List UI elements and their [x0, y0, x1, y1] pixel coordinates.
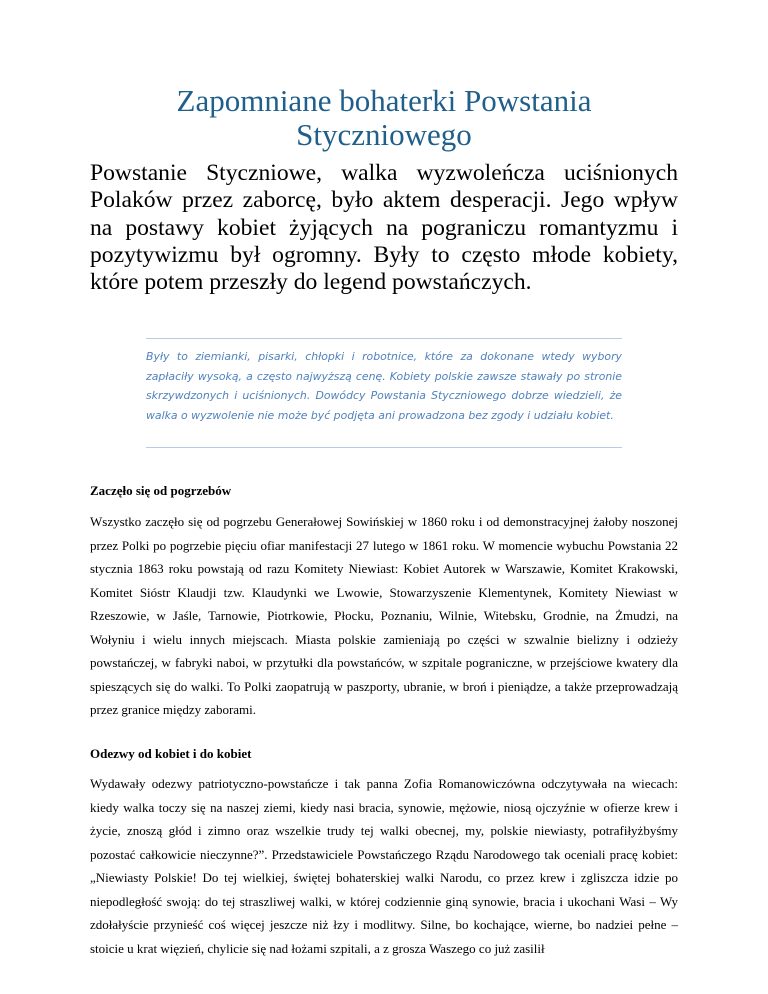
- lead-paragraph: Powstanie Styczniowe, walka wyzwoleńcza uciśnionych Polaków przez zaborcę, było aktem desperacji. Jego wpływ na postawy kobiet żyjących na pograniczu romantyzmu i pozytywizmu był ogromny. Były to często młode kobiety, które potem przeszły do legend powstańczych.: [90, 160, 678, 296]
- section-heading: Odezwy od kobiet i do kobiet: [90, 746, 252, 761]
- section-heading: Zaczęło się od pogrzebów: [90, 483, 232, 498]
- pull-quote: [146, 338, 622, 448]
- pull-quote-text: Były to ziemianki, pisarki, chłopki i robotnice, które za dokonane wtedy wybory zapłaciły wysoką, a często najwyższą cenę. Kobiety polskie zawsze stawały po stronie skrzywdzonych i uciśnionych. Dowódcy Powstania Styczniowego dobrze wiedzieli, że walka o wyzwolenie nie może być podjęta ani prowadzona bez zgody i udziału kobiet.: [146, 350, 622, 422]
- section-paragraph: Wydawały odezwy patriotyczno-powstańcze i tak panna Zofia Romanowiczówna odczytywała na wiecach: kiedy walka toczy się na naszej ziemi, kiedy nasi bracia, synowie, mężowie, niosą ojczyźnie w ofierze krew i życie, znoszą głód i zimno oraz wszelkie trudy tej walki obecnej, my, polskie niewiasty, potrafiłyżbyśmy pozostać całkowicie nieczynne?”. Przedstawiciele Powstańczego Rządu Narodowego tak oceniali pracę kobiet: „Niewiasty Polskie! Do tej wielkiej, świętej bohaterskiej walki Narodu, co przez krew i zgliszcza idzie po niepodległość swoją: do tej straszliwej walki, w której codziennie giną synowie, bracia i ukochani Wasi – Wy zdołałyście przynieść coś więcej jeszcze niż łzy i modlitwy. Silne, bo kochające, wierne, bo nadziei pełne – stoicie u krat więzień, chylicie się nad łożami szpitali, a z grosza Waszego co już zasilił: [90, 776, 678, 956]
- page-title: Zapomniane bohaterki Powstania Styczniowego: [176, 83, 592, 152]
- section-paragraph: Wszystko zaczęło się od pogrzebu Generałowej Sowińskiej w 1860 roku i od demonstracyjnej żałoby noszonej przez Polki po pogrzebie pięciu ofiar manifestacji 27 lutego w 1861 roku. W momencie wybuchu Powstania 22 stycznia 1863 roku powstają od razu Komitety Niewiast: Kobiet Autorek w Warszawie, Komitet Krakowski, Komitet Sióstr Klaudji tzw. Klaudynki we Lwowie, Stowarzyszenie Klementynek, Komitety Niewiast w Rzeszowie, w Jaśle, Tarnowie, Piotrkowie, Płocku, Poznaniu, Wilnie, Witebsku, Grodnie, na Żmudzi, na Wołyniu i wielu innych miejscach. Miasta polskie zamieniają po części w szwalnie bielizny i odzieży powstańczej, w fabryki naboi, w przytułki dla powstańców, w szpitale pograniczne, w przejściowe kwatery dla spieszących się do walki. To Polki zaopatrują w paszporty, ubranie, w broń i pieniądze, a także przeprowadzają przez granice między zaborami.: [90, 514, 678, 717]
